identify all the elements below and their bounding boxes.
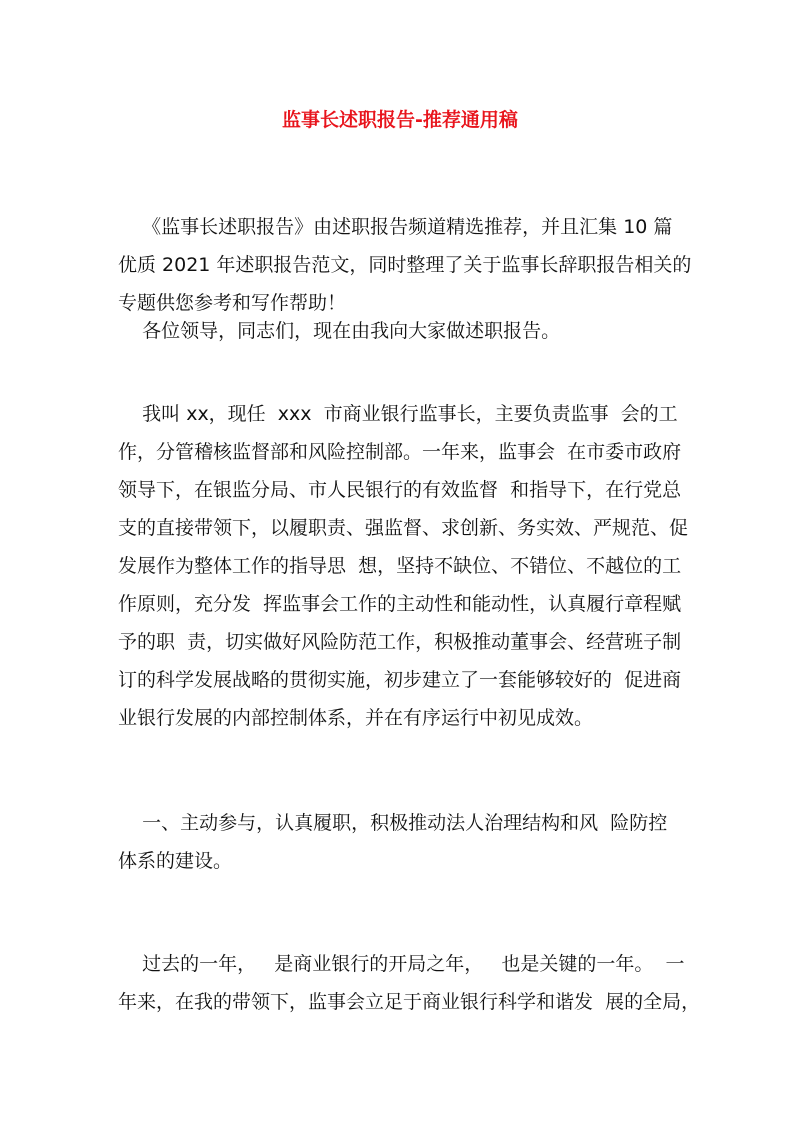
paragraph-line: 我叫 xx，现任 xxx 市商业银行监事长，主要负责监事 会的工 xyxy=(118,403,678,425)
paragraph-line: 《监事长述职报告》由述职报告频道精选推荐，并且汇集 10 篇 xyxy=(118,216,673,238)
paragraph-line: 优质 2021 年述职报告范文，同时整理了关于监事长辞职报告相关的 xyxy=(118,254,692,276)
self-introduction-paragraph xyxy=(118,395,689,737)
paragraph-line: 过去的一年， 是商业银行的开局之年， 也是关键的一年。 一 xyxy=(118,953,685,975)
paragraph-line: 发展作为整体工作的指导思 想，坚持不缺位、不错位、不越位的工 xyxy=(118,555,682,577)
paragraph-line: 作，分管稽核监督部和风险控制部。一年来，监事会 在市委市政府 xyxy=(118,441,682,463)
paragraph-line: 年来，在我的带领下，监事会立足于商业银行科学和谐发 展的全局， xyxy=(118,991,701,1013)
section-heading-paragraph xyxy=(118,804,686,880)
paragraph-line: 业银行发展的内部控制体系，并在有序运行中初见成效。 xyxy=(118,707,594,729)
paragraph-line: 体系的建设。 xyxy=(118,850,233,872)
paragraph-line: 领导下，在银监分局、市人民银行的有效监督 和指导下，在行党总 xyxy=(118,479,682,501)
document-title: 监事长述职报告-推荐通用稿 xyxy=(282,109,518,131)
paragraph-line: 作原则，充分发 挥监事会工作的主动性和能动性，认真履行章程赋 xyxy=(118,593,682,615)
review-paragraph xyxy=(118,945,701,1021)
paragraph-line: 支的直接带领下，以履职责、强监督、求创新、务实效、严规范、促 xyxy=(118,517,689,539)
paragraph-line: 一、主动参与，认真履职，积极推动法人治理结构和风 险防控 xyxy=(118,812,668,834)
paragraph-line: 订的科学发展战略的贯彻实施，初步建立了一套能够较好的 促进商 xyxy=(118,669,682,691)
paragraph-line: 各位领导，同志们，现在由我向大家做述职报告。 xyxy=(118,320,561,342)
paragraph-line: 予的职 责，切实做好风险防范工作，积极推动董事会、经营班子制 xyxy=(118,631,682,653)
greeting-paragraph xyxy=(118,312,686,350)
intro-paragraph xyxy=(118,208,692,322)
paragraph-line: 专题供您参考和写作帮助！ xyxy=(118,292,347,314)
